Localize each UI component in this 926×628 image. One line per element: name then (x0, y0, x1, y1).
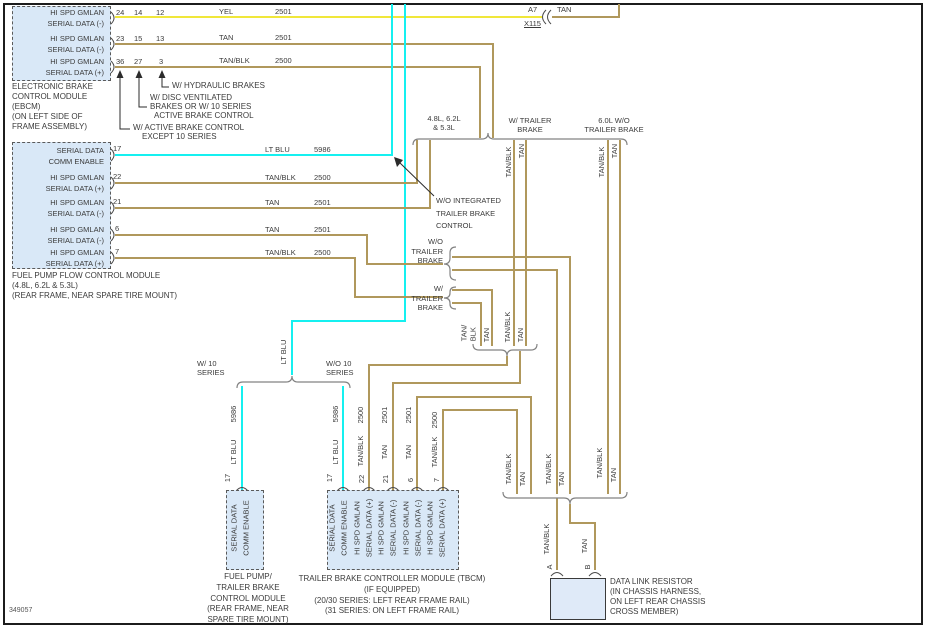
pin-number: 6 (406, 477, 415, 483)
ebcm-row-label: HI SPD GMLAN SERIAL DATA (-) (47, 34, 104, 54)
pin-number: 27 (134, 57, 143, 66)
data-link-resistor-box (550, 578, 606, 620)
circuit-number: 5986 (229, 405, 238, 423)
circuit-number: 2501 (275, 33, 292, 42)
fpfcm-row-label: HI SPD GMLAN SERIAL DATA (+) (45, 173, 104, 193)
pin-number: 7 (115, 247, 120, 256)
tbcm-caption: TRAILER BRAKE CONTROLLER MODULE (TBCM) (IF EQUIPPED) (20/30 SERIES: LEFT REAR FRAME RAIL) (31 SERIES: ON LEFT FRAME RAIL) (298, 574, 486, 616)
wire-color-label: TAN (265, 225, 280, 234)
wire-color-label: TAN/BLK (356, 435, 365, 467)
fpfcm-row-label: SERIAL DATA COMM ENABLE (48, 146, 104, 166)
wire-color-label: LT BLU (331, 439, 340, 465)
pin-number: 15 (134, 34, 143, 43)
wire-color-label: TAN/BLK (595, 447, 604, 479)
fpfcm-caption: FUEL PUMP FLOW CONTROL MODULE (4.8L, 6.2L & 5.3L) (REAR FRAME, NEAR SPARE TIRE MOUNT) (12, 271, 178, 300)
ebcm-connector-arcs (111, 12, 114, 73)
pin-number: 22 (357, 474, 366, 484)
wire-color-label: TAN (380, 444, 389, 460)
wire-color-label: TAN (580, 538, 589, 554)
ebcm-row-label: HI SPD GMLAN SERIAL DATA (+) (45, 57, 104, 77)
ebcm-caption: ELECTRONIC BRAKE CONTROL MODULE (EBCM) (ON LEFT SIDE OF FRAME ASSEMBLY) (12, 82, 93, 131)
wire-color-label: TAN/BLK (219, 56, 250, 65)
wire-color-label: TAN/BLK (504, 146, 513, 178)
wire-color-label: YEL (219, 7, 234, 16)
circuit-number: 2501 (404, 406, 413, 424)
circuit-number: 2500 (314, 173, 331, 182)
wire-color-label: TAN/BLK (265, 173, 296, 182)
pin-number: 14 (134, 8, 143, 17)
x115-connector-icon (543, 10, 552, 24)
arrow-up-icon (136, 70, 143, 78)
pin-number: 17 (325, 473, 334, 483)
ebcm-row-label: HI SPD GMLAN SERIAL DATA (-) (47, 8, 104, 28)
pin-number: 3 (159, 57, 164, 66)
pin-number: 17 (113, 144, 122, 153)
fp-module-channel: SERIAL DATA COMM ENABLE (229, 500, 250, 556)
wire-color-label: TAN (516, 327, 525, 343)
fp-module-caption: FUEL PUMP/ TRAILER BRAKE CONTROL MODULE (REAR FRAME, NEAR SPARE TIRE MOUNT) (207, 572, 289, 625)
wire-color-label: TAN (609, 467, 618, 483)
pin-number: 21 (381, 474, 390, 484)
wire-color-label: TAN (482, 327, 491, 343)
connector-name: X115 (524, 19, 541, 28)
pin-number: A (545, 564, 554, 570)
resistor-caption: DATA LINK RESISTOR (IN CHASSIS HARNESS, ON LEFT REAR CHASSIS CROSS MEMBER) (610, 577, 706, 616)
wire-color-label: TAN/BLK (544, 453, 553, 485)
note-disc-brakes: W/ DISC VENTILATED BRAKES OR W/ 10 SERIES ACTIVE BRAKE CONTROL (150, 93, 254, 120)
pin-number: 22 (113, 172, 122, 181)
arrow-up-icon (117, 70, 124, 78)
circuit-number: 2501 (314, 225, 331, 234)
circuit-number: 2500 (314, 248, 331, 257)
pin-number: 6 (115, 224, 120, 233)
branch-engines: 4.8L, 6.2L & 5.3L (427, 114, 461, 132)
resistor-connector-arcs (551, 573, 601, 577)
circuit-number: 2501 (380, 406, 389, 424)
wire-color-label: TAN (557, 5, 572, 14)
wire-color-label: TAN (404, 444, 413, 460)
arrow-up-icon (159, 70, 166, 78)
note-active-brake: W/ ACTIVE BRAKE CONTROL EXCEPT 10 SERIES (133, 123, 245, 141)
circuit-number: 2500 (356, 406, 365, 424)
wire-color-label: TAN/BLK (503, 311, 512, 343)
pin-number: 12 (156, 8, 165, 17)
circuit-number: 5986 (331, 405, 340, 423)
circuit-number: 2501 (314, 198, 331, 207)
label-wo-integrated: W/O INTEGRATED TRAILER BRAKE CONTROL (436, 196, 501, 230)
label-wo10-series: W/O 10 SERIES (326, 359, 354, 377)
tbcm-channel: HI SPD GMLAN SERIAL DATA (+) (352, 498, 373, 558)
branch-60l-wo-trailer: 6.0L W/O TRAILER BRAKE (584, 116, 644, 134)
wire-ltblu-main (292, 4, 405, 375)
wire-color-label: TAN (219, 33, 234, 42)
wire-color-label: TAN (557, 471, 566, 487)
label-w-trailer: W/ TRAILER BRAKE (411, 284, 443, 312)
arrow-upleft-icon (394, 157, 403, 167)
wire-color-label: TAN/BLK (597, 146, 606, 178)
pin-number: 17 (223, 473, 232, 483)
pin-number: 36 (116, 57, 125, 66)
circuit-number: 2501 (275, 7, 292, 16)
pin-number: 24 (116, 8, 125, 17)
tbcm-channel: HI SPD GMLAN SERIAL DATA (-) (401, 499, 422, 557)
fpfcm-connector-arcs (111, 149, 114, 264)
fpfcm-row-label: HI SPD GMLAN SERIAL DATA (-) (47, 225, 104, 245)
pin-number: B (583, 564, 592, 570)
document-number: 349057 (9, 607, 33, 614)
wire-color-label: TAN (265, 198, 280, 207)
tbcm-channel: HI SPD GMLAN SERIAL DATA (-) (376, 499, 397, 557)
branch-w-trailer: W/ TRAILER BRAKE (508, 116, 552, 134)
circuit-number: 2500 (275, 56, 292, 65)
pin-number: 13 (156, 34, 165, 43)
circuit-number: 2500 (430, 411, 439, 429)
tbcm-channel: HI SPD GMLAN SERIAL DATA (+) (425, 498, 446, 558)
wire-color-label: LT BLU (229, 439, 238, 465)
connector-pin-label: A7 (528, 5, 538, 14)
label-wo-trailer: W/O TRAILER BRAKE (411, 237, 443, 265)
tbcm-channel: SERIAL DATA COMM ENABLE (327, 500, 348, 556)
wire-color-label: LT BLU (279, 339, 288, 365)
wire-color-label: TAN/ BLK (459, 324, 477, 342)
brace-upper-merge (473, 344, 537, 356)
wire-color-label: TAN (518, 471, 527, 487)
brace-wo-trailer (444, 247, 456, 280)
brace-10-series (237, 376, 350, 388)
pin-number: 23 (116, 34, 125, 43)
wire-color-label: TAN/BLK (265, 248, 296, 257)
pin-number: 21 (113, 197, 122, 206)
wire-color-label: LT BLU (265, 145, 290, 154)
fpfcm-row-label: HI SPD GMLAN SERIAL DATA (+) (45, 248, 104, 268)
note-hydraulic-brakes: W/ HYDRAULIC BRAKES (172, 81, 265, 90)
circuit-number: 5986 (314, 145, 331, 154)
wire-color-label: TAN/BLK (430, 436, 439, 468)
pin-number: 7 (432, 477, 441, 483)
wire-color-label: TAN/BLK (542, 523, 551, 555)
label-w10-series: W/ 10 SERIES (197, 359, 225, 377)
wire-color-label: TAN (610, 143, 619, 159)
fpfcm-row-label: HI SPD GMLAN SERIAL DATA (-) (47, 198, 104, 218)
wire-color-label: TAN (517, 143, 526, 159)
wire-resistor-b (570, 504, 595, 570)
wire-color-label: TAN/BLK (504, 453, 513, 485)
